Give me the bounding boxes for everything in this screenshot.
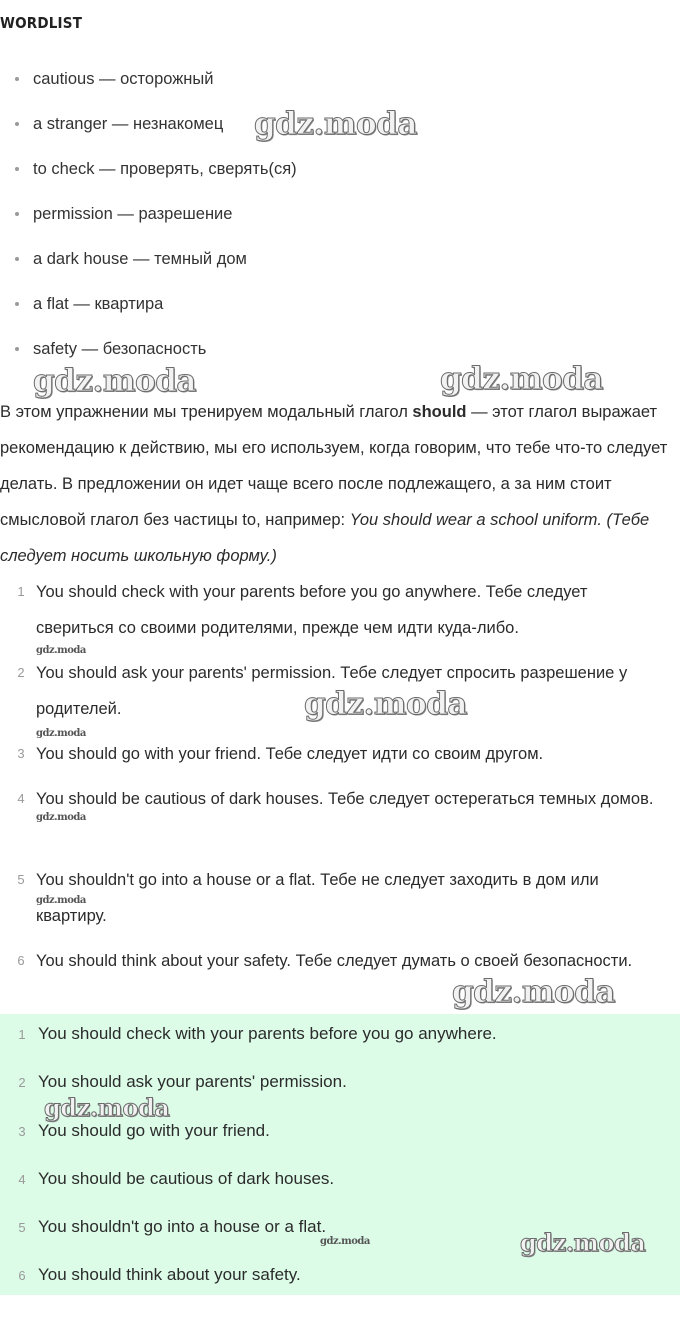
translated-sentence: You should go with your friend. Тебе следует идти со своим другом.	[36, 745, 544, 763]
wordlist-item	[15, 248, 247, 270]
answer-number: 3	[18, 1124, 26, 1139]
wordlist-item-text: safety — безопасность	[33, 340, 207, 358]
watermark: gdz.moda	[36, 895, 86, 906]
watermark: gdz.moda	[320, 1236, 370, 1247]
watermark: gdz.moda	[254, 106, 417, 142]
sentence-number: 3	[17, 746, 25, 761]
watermark: gdz.moda	[520, 1228, 646, 1257]
watermark: gdz.moda	[33, 363, 196, 399]
wordlist-item	[15, 113, 223, 135]
answer-sentence: You shouldn't go into a house or a flat.	[38, 1217, 327, 1236]
wordlist-item-text: a stranger — незнакомец	[33, 115, 224, 133]
wordlist-item-text: cautious — осторожный	[33, 70, 214, 88]
answer-number: 2	[18, 1075, 26, 1090]
explanation-text: В этом упражнении мы тренируем модальный глагол	[0, 403, 413, 421]
wordlist-item-text: permission — разрешение	[33, 205, 233, 223]
bullet-icon	[15, 77, 19, 81]
answer-sentence: You should ask your parents' permission.	[38, 1072, 347, 1091]
sentence-number: 5	[17, 872, 25, 887]
translated-sentence: You should be cautious of dark houses. Тебе следует остерегаться темных домов.	[36, 790, 654, 808]
answer-sentence: You should think about your safety.	[38, 1265, 301, 1284]
bullet-icon	[15, 167, 19, 171]
bullet-icon	[15, 122, 19, 126]
sentence-number: 1	[17, 584, 25, 599]
translated-sentence: You should think about your safety. Тебе следует думать о своей безопасности.	[36, 952, 633, 970]
watermark: gdz.moda	[36, 728, 86, 739]
wordlist-item-text: to check — проверять, сверять(ся)	[33, 160, 297, 178]
bullet-icon	[15, 257, 19, 261]
explanation-keyword: should	[412, 403, 467, 421]
wordlist-item-text: a flat — квартира	[33, 295, 164, 313]
translated-sentence: You should ask your parents' permission. Тебе следует спросить разрешение у родителей.	[36, 664, 628, 718]
explanation-text: — этот глагол выражает рекомендацию к действию, мы его используем, когда говорим, что тебе что-то следует делать. В предложении он идет чаще всего после подлежащего, а за ним стоит смысловой глагол без частицы to, например:	[0, 403, 668, 529]
answer-sentence: You should check with your parents before you go anywhere.	[38, 1024, 497, 1043]
sentence-number: 6	[17, 953, 25, 968]
answer-number: 4	[18, 1172, 26, 1187]
wordlist-item	[15, 338, 206, 360]
watermark: gdz.moda	[44, 1093, 170, 1122]
watermark: gdz.moda	[36, 645, 86, 656]
wordlist-item	[15, 293, 163, 315]
grammar-explanation	[0, 394, 680, 574]
bullet-icon	[15, 347, 19, 351]
wordlist-heading: WORDLIST	[0, 14, 83, 32]
answer-sentence: You should go with your friend.	[38, 1121, 270, 1140]
wordlist-item	[15, 158, 297, 180]
watermark: gdz.moda	[36, 812, 86, 823]
sentence-number: 4	[17, 791, 25, 806]
watermark: gdz.moda	[452, 974, 615, 1010]
answer-sentence: You should be cautious of dark houses.	[38, 1169, 335, 1188]
explanation-example: You should wear a school uniform. (Тебе следует носить школьную форму.)	[0, 511, 650, 565]
watermark: gdz.moda	[440, 361, 603, 397]
translated-sentence: You shouldn't go into a house or a flat. Тебе не следует заходить в дом или квартиру.	[36, 871, 599, 925]
wordlist-item-text: a dark house — темный дом	[33, 250, 247, 268]
translated-sentence: You should check with your parents before you go anywhere. Тебе следует свериться со своими родителями, прежде чем идти куда-либо.	[36, 583, 588, 637]
bullet-icon	[15, 212, 19, 216]
watermark: gdz.moda	[304, 686, 467, 722]
wordlist-item	[15, 203, 232, 225]
bullet-icon	[15, 302, 19, 306]
wordlist-item	[15, 68, 214, 90]
answer-number: 5	[18, 1220, 26, 1235]
answer-number: 1	[18, 1027, 26, 1042]
sentence-number: 2	[17, 665, 25, 680]
answer-number: 6	[18, 1268, 26, 1283]
